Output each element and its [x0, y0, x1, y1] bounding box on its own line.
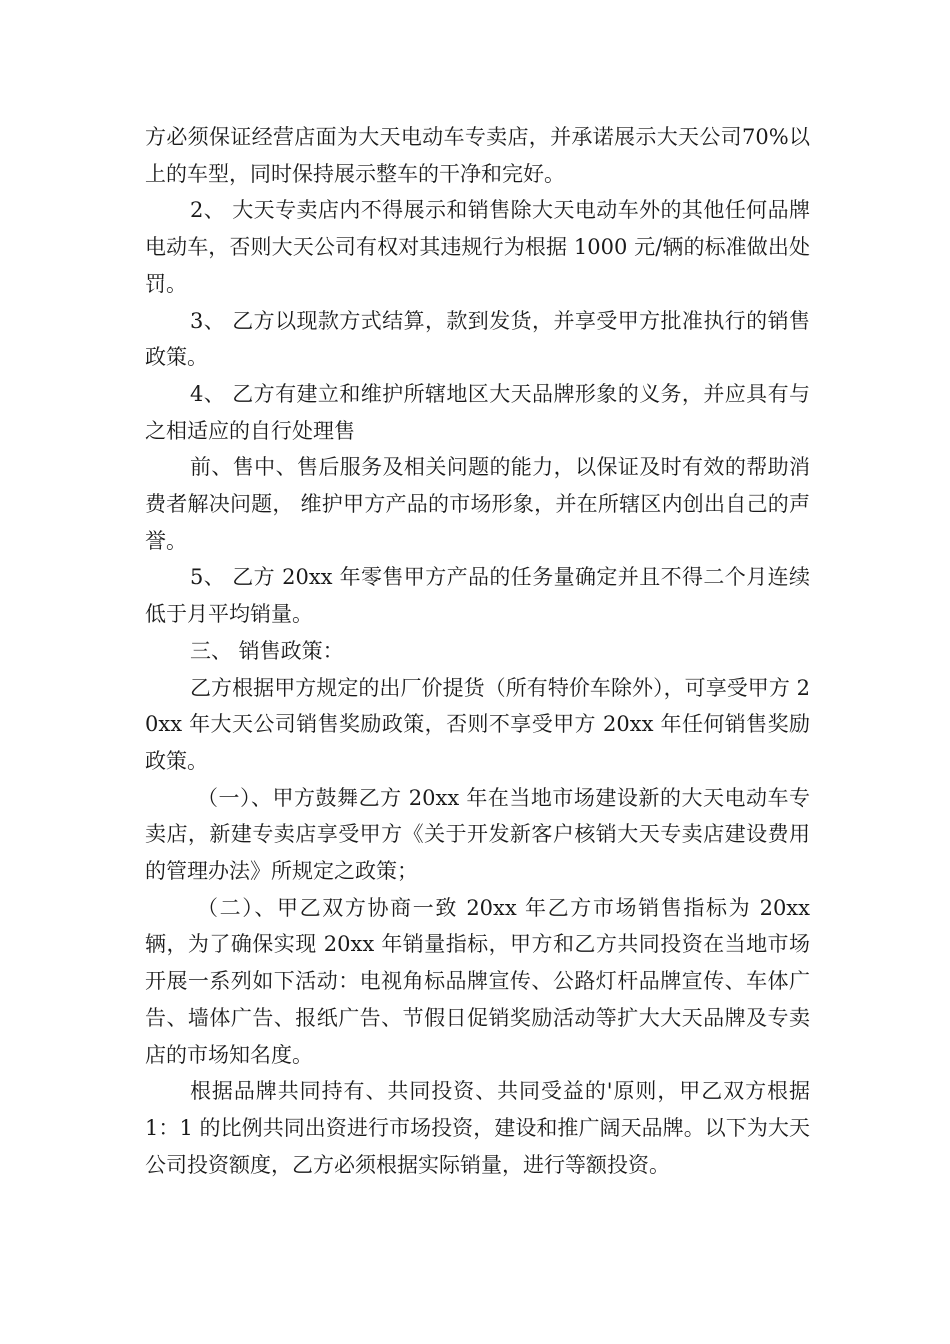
document-page	[145, 119, 810, 1183]
paragraph-clause-4: 4、 乙方有建立和维护所辖地区大天品牌形象的义务，并应具有与之相适应的自行处理售	[145, 381, 810, 443]
paragraph-clause-2: 2、 大天专卖店内不得展示和销售除大天电动车外的其他任何品牌电动车，否则大天公司有权对其违规行为根据 1000 元/辆的标准做出处罚。	[145, 198, 810, 296]
paragraph-policy-item-1: （一）、甲方鼓舞乙方 20xx 年在当地市场建设新的大天电动车专卖店，新建专卖店享受甲方《关于开发新客户核销大天专卖店建设费用的管理办法》所规定之政策；	[145, 785, 810, 884]
paragraph-clause-3: 3、 乙方以现款方式结算，款到发货，并享受甲方批准执行的销售政策。	[145, 308, 810, 370]
paragraph-clause-5: 5、 乙方 20xx 年零售甲方产品的任务量确定并且不得二个月连续低于月平均销量。	[145, 565, 810, 627]
paragraph-investment-principle: 根据品牌共同持有、共同投资、共同受益的'原则，甲乙双方根据 1：1 的比例共同出资进行市场投资，建设和推广阔天品牌。以下为大天公司投资额度，乙方必须根据实际销量，进行等额投资。	[145, 1079, 810, 1177]
paragraph-sales-policy: 乙方根据甲方规定的出厂价提货（所有特价车除外），可享受甲方 20xx 年大天公司销售奖励政策，否则不享受甲方 20xx 年任何销售奖励政策。	[145, 675, 810, 773]
section-heading-sales-policy: 三、 销售政策：	[190, 638, 344, 663]
paragraph-policy-item-2: （二）、甲乙双方协商一致 20xx 年乙方市场销售指标为 20xx 辆，为了确保实现 20xx 年销量指标，甲方和乙方共同投资在当地市场开展一系列如下活动：电视角标品牌宣传、公路灯杆品牌宣传、车体广告、墙体广告、报纸广告、节假日促销奖励活动等扩大大天品牌及专卖店的市场知名度。	[145, 895, 810, 1067]
paragraph-clause-4-continued: 前、售中、售后服务及相关问题的能力，以保证及时有效的帮助消费者解决问题， 维护甲方产品的市场形象，并在所辖区内创出自己的声誉。	[145, 455, 810, 553]
paragraph-continuation: 方必须保证经营店面为大天电动车专卖店，并承诺展示大天公司70%以上的车型，同时保持展示整车的干净和完好。	[145, 125, 810, 186]
